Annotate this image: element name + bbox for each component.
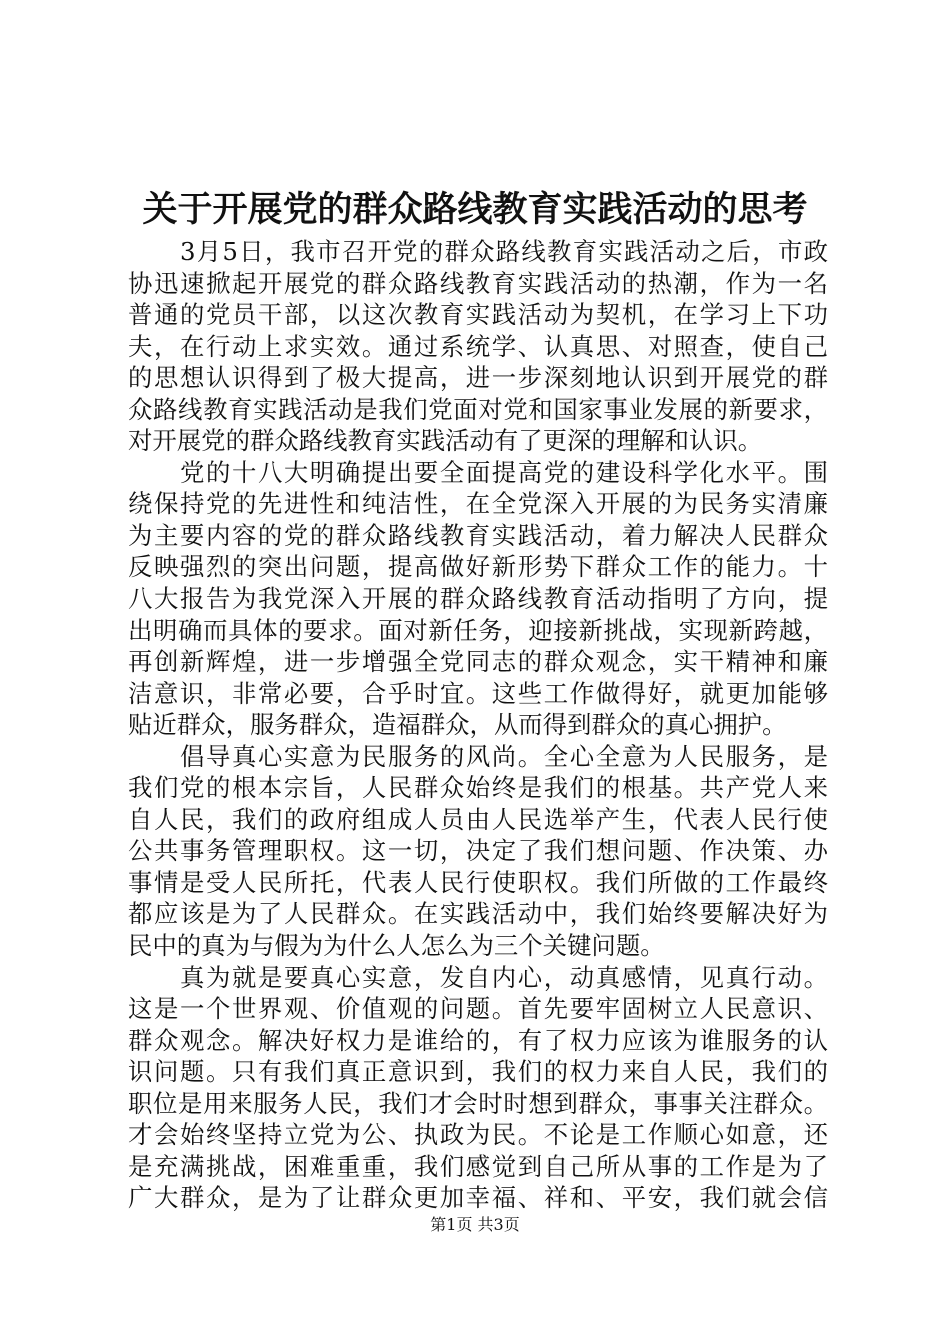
text-line: 公共事务管理职权。这一切，决定了我们想问题、作决策、办 — [128, 836, 828, 866]
text-line: 绕保持党的先进性和纯洁性，在全党深入开展的为民务实清廉 — [128, 489, 828, 519]
document-body — [128, 236, 828, 1214]
text-line: 3月5日，我市召开党的群众路线教育实践活动之后，市政 — [180, 237, 828, 266]
text-line: 职位是用来服务人民，我们才会时时想到群众，事事关注群众。 — [128, 1088, 828, 1118]
text-line: 群众观念。解决好权力是谁给的，有了权力应该为谁服务的认 — [128, 1025, 828, 1055]
text-line: 我们党的根本宗旨，人民群众始终是我们的根基。共产党人来 — [128, 773, 828, 803]
text-line: 出明确而具体的要求。面对新任务，迎接新挑战，实现新跨越， — [128, 615, 828, 645]
text-line: 的思想认识得到了极大提高，进一步深刻地认识到开展党的群 — [128, 363, 828, 393]
text-line: 倡导真心实意为民服务的风尚。全心全意为人民服务，是 — [180, 741, 828, 771]
text-line: 协迅速掀起开展党的群众路线教育实践活动的热潮，作为一名 — [128, 268, 828, 298]
text-line: 自人民，我们的政府组成人员由人民选举产生，代表人民行使 — [128, 804, 828, 834]
text-line: 识问题。只有我们真正意识到，我们的权力来自人民，我们的 — [128, 1057, 828, 1087]
text-line: 这是一个世界观、价值观的问题。首先要牢固树立人民意识、 — [128, 994, 828, 1024]
text-line: 为主要内容的党的群众路线教育实践活动，着力解决人民群众 — [128, 520, 828, 550]
text-line: 是充满挑战，困难重重，我们感觉到自己所从事的工作是为了 — [128, 1151, 828, 1181]
text-line: 反映强烈的突出问题，提高做好新形势下群众工作的能力。十 — [128, 552, 828, 582]
text-line: 真为就是要真心实意，发自内心，动真感情，见真行动。 — [180, 962, 828, 992]
text-line: 都应该是为了人民群众。在实践活动中，我们始终要解决好为 — [128, 899, 828, 929]
text-line: 事情是受人民所托，代表人民行使职权。我们所做的工作最终 — [128, 867, 828, 897]
text-line: 再创新辉煌，进一步增强全党同志的群众观念，实干精神和廉 — [128, 647, 828, 677]
text-line: 众路线教育实践活动是我们党面对党和国家事业发展的新要求， — [128, 394, 828, 424]
text-line: 洁意识，非常必要，合乎时宜。这些工作做得好，就更加能够 — [128, 678, 828, 708]
text-line: 贴近群众，服务群众，造福群众，从而得到群众的真心拥护。 — [128, 710, 787, 740]
text-line: 对开展党的群众路线教育实践活动有了更深的理解和认识。 — [128, 426, 763, 456]
text-line: 才会始终坚持立党为公、执政为民。不论是工作顺心如意，还 — [128, 1120, 828, 1150]
text-line: 党的十八大明确提出要全面提高党的建设科学化水平。围 — [180, 457, 828, 487]
text-line: 普通的党员干部，以这次教育实践活动为契机，在学习上下功 — [128, 300, 828, 330]
document-title: 关于开展党的群众路线教育实践活动的思考 — [142, 189, 808, 230]
text-line: 广大群众，是为了让群众更加幸福、祥和、平安，我们就会信 — [128, 1183, 828, 1213]
page-indicator: 第1页 共3页 — [430, 1215, 520, 1234]
text-line: 民中的真为与假为为什么人怎么为三个关键问题。 — [128, 931, 665, 961]
text-line: 夫，在行动上求实效。通过系统学、认真思、对照查，使自己 — [128, 331, 828, 361]
text-line: 八大报告为我党深入开展的群众路线教育活动指明了方向，提 — [128, 584, 828, 614]
